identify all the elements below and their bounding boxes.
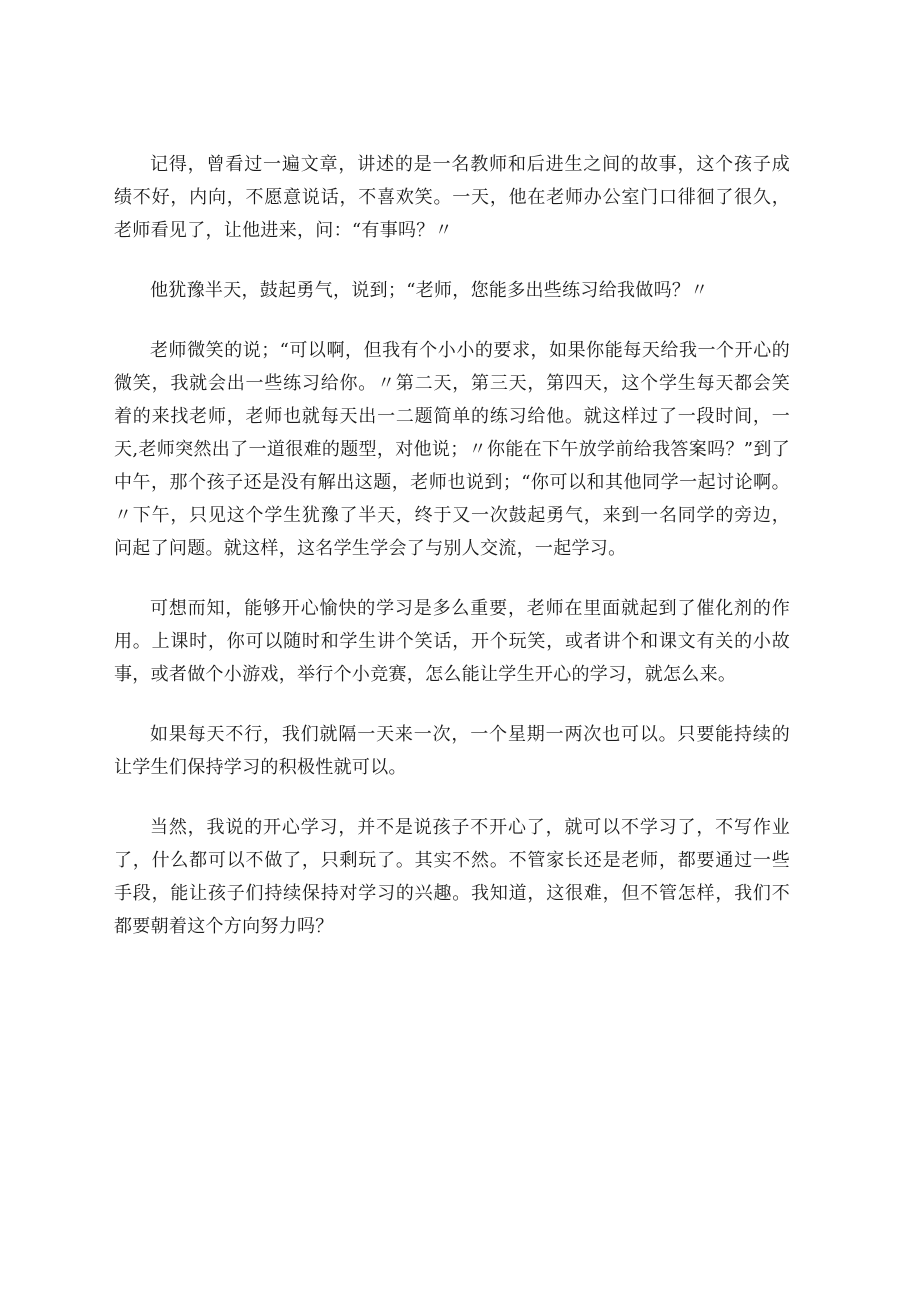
paragraph-1: 记得，曾看过一遍文章，讲述的是一名教师和后进生之间的故事，这个孩子成绩不好，内向，不愿意说话，不喜欢笑。一天，他在老师办公室门口徘徊了很久，老师看见了，让他进来，问：“有事吗？〃: [114, 154, 790, 241]
paragraph-2: 他犹豫半天，鼓起勇气，说到；“老师，您能多出些练习给我做吗？〃: [150, 280, 709, 301]
paragraph-5: 如果每天不行，我们就隔一天来一次，一个星期一两次也可以。只要能持续的让学生们保持学习的积极性就可以。: [114, 724, 790, 778]
document-page: [114, 148, 790, 970]
paragraph-4: 可想而知，能够开心愉快的学习是多么重要，老师在里面就起到了催化剂的作用。上课时，你可以随时和学生讲个笑话，开个玩笑，或者讲个和课文有关的小故事，或者做个小游戏，举行个小竞赛，怎么能让学生开心的学习，就怎么来。: [114, 598, 790, 685]
paragraph-6: 当然，我说的开心学习，并不是说孩子不开心了，就可以不学习了，不写作业了，什么都可以不做了，只剩玩了。其实不然。不管家长还是老师，都要通过一些手段，能让孩子们持续保持对学习的兴趣。我知道，这很难，但不管怎样，我们不都要朝着这个方向努力吗？: [114, 817, 790, 937]
paragraph-3: 老师微笑的说；“可以啊，但我有个小小的要求，如果你能每天给我一个开心的微笑，我就会出一些练习给你。〃第二天，第三天，第四天，这个学生每天都会笑着的来找老师，老师也就每天出一二题简单的练习给他。就这样过了一段时间，一天,老师突然出了一道很难的题型，对他说；〃你能在下午放学前给我答案吗？”到了中午，那个孩子还是没有解出这题，老师也说到；“你可以和其他同学一起讨论啊。〃下午，只见这个学生犹豫了半天，终于又一次鼓起勇气，来到一名同学的旁边，问起了问题。就这样，这名学生学会了与别人交流，一起学习。: [114, 340, 790, 559]
